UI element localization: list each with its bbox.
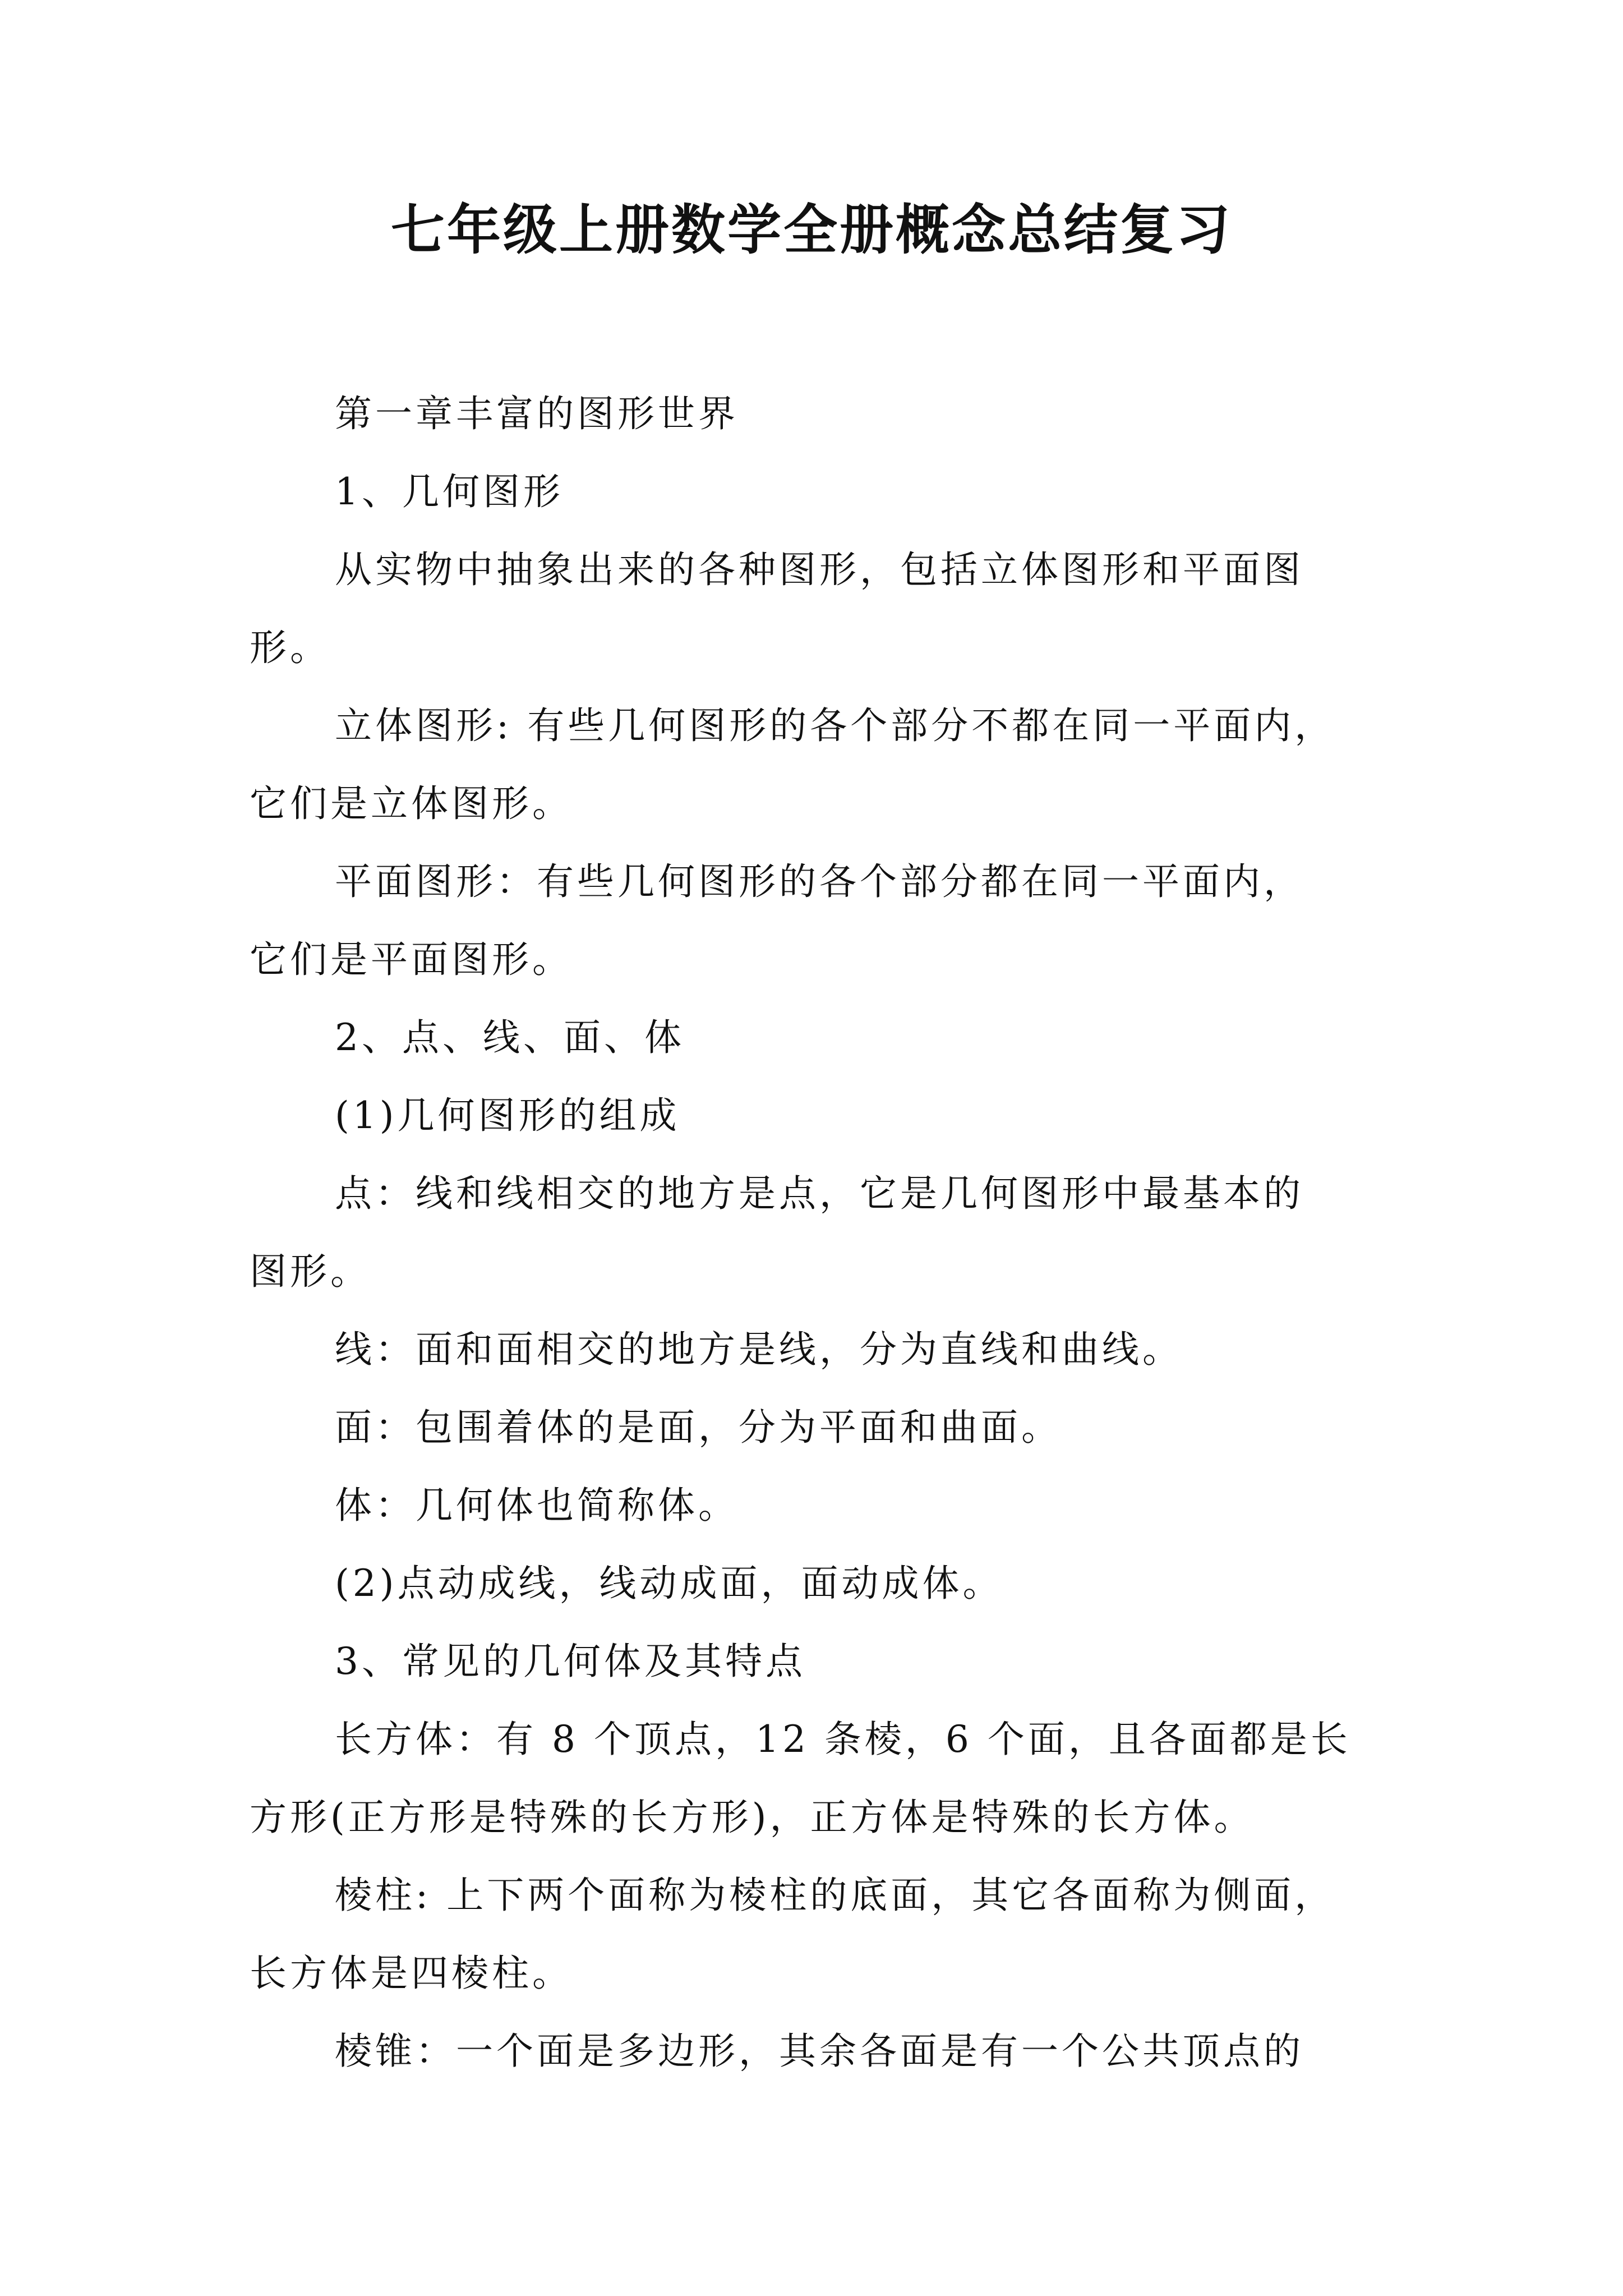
paragraph [250, 1154, 1394, 1310]
paragraph [250, 1544, 1394, 1622]
paragraph [250, 1310, 1394, 1388]
text-line: 线：面和面相交的地方是线，分为直线和曲线。 [335, 1328, 1183, 1371]
text-line: 它们是平面图形。 [250, 938, 573, 981]
text-line: 棱柱: 上下两个面称为棱柱的底面，其它各面称为侧面， [335, 1874, 1335, 1917]
text-line: 3、常见的几何体及其特点 [335, 1640, 806, 1683]
paragraph-subheading [250, 1076, 1394, 1154]
text-line: 第一章丰富的图形世界 [335, 392, 739, 435]
text-line: 图形。 [250, 1250, 371, 1293]
text-line: 从实物中抽象出来的各种图形，包括立体图形和平面图 [335, 548, 1304, 591]
paragraph [250, 531, 1394, 687]
text-line: 方形(正方形是特殊的长方形)，正方体是特殊的长方体。 [250, 1796, 1255, 1839]
paragraph-section-heading [250, 453, 1394, 531]
text-line: (2)点动成线，线动成面，面动成体。 [335, 1562, 1003, 1605]
document-title: 七年级上册数学全册概念总结复习 [391, 199, 1232, 261]
paragraph [250, 1856, 1394, 2012]
paragraph-section-heading [250, 999, 1394, 1076]
paragraph-chapter-heading [250, 375, 1394, 453]
paragraph [250, 687, 1394, 843]
paragraph [250, 843, 1394, 999]
text-line: 它们是立体图形。 [250, 782, 573, 825]
text-line: 长方体：有 8 个顶点，12 条棱，6 个面，且各面都是长 [335, 1718, 1351, 1761]
paragraph [250, 1388, 1394, 1466]
text-line: 形。 [250, 626, 330, 669]
text-line: 面：包围着体的是面，分为平面和曲面。 [335, 1406, 1062, 1449]
text-line: 立体图形: 有些几何图形的各个部分不都在同一平面内， [335, 704, 1335, 747]
text-line: (1)几何图形的组成 [335, 1094, 680, 1137]
text-line: 长方体是四棱柱。 [250, 1952, 573, 1995]
text-line: 点：线和线相交的地方是点，它是几何图形中最基本的 [335, 1172, 1304, 1215]
text-line: 棱锥：一个面是多边形，其余各面是有一个公共顶点的 [335, 2030, 1304, 2073]
paragraph-section-heading [250, 1622, 1394, 1700]
paragraph [250, 2012, 1394, 2090]
text-line: 平面图形：有些几何图形的各个部分都在同一平面内， [335, 860, 1304, 903]
text-line: 体：几何体也简称体。 [335, 1484, 739, 1527]
text-line: 1、几何图形 [335, 470, 564, 513]
paragraph [250, 1700, 1394, 1856]
document-body [250, 375, 1394, 2090]
text-line: 2、点、线、面、体 [335, 1016, 685, 1059]
paragraph [250, 1466, 1394, 1544]
